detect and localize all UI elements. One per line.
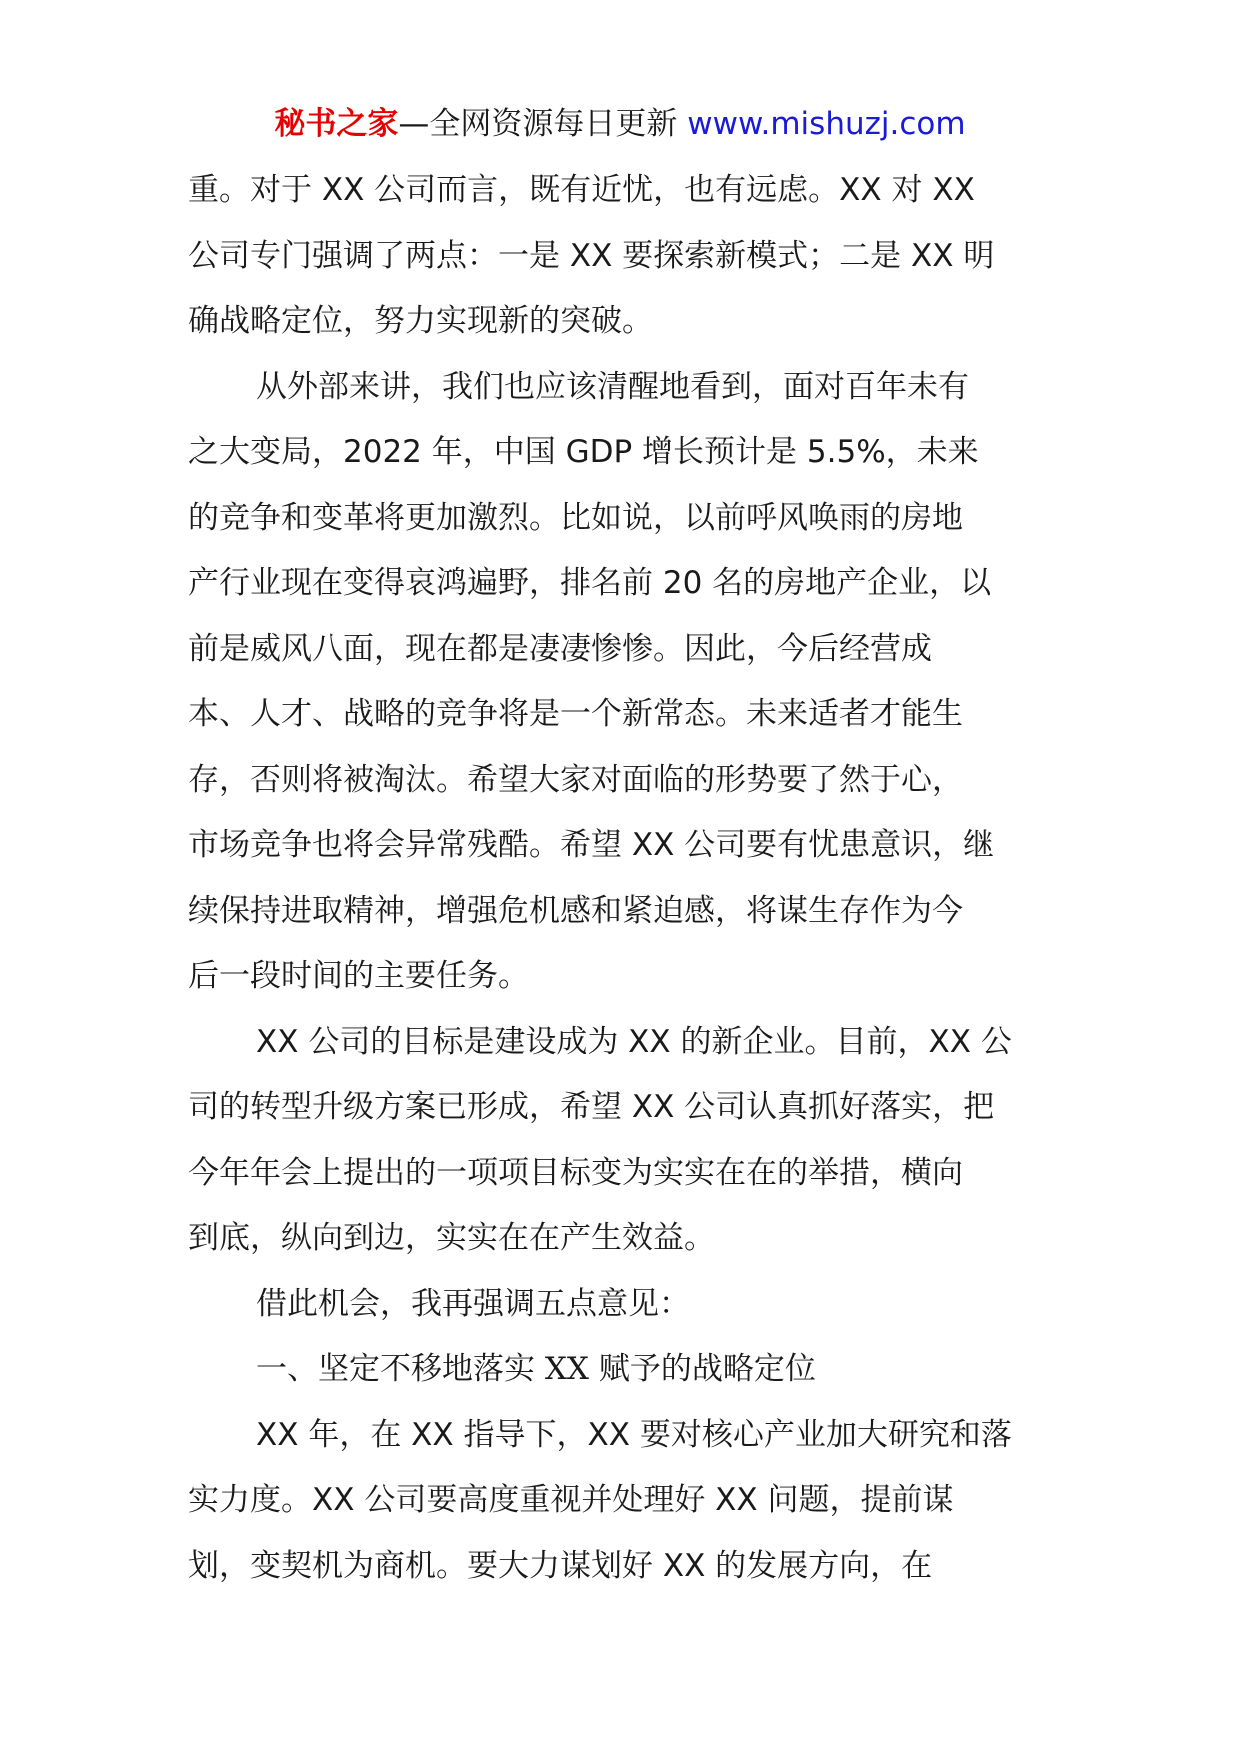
site-tagline: —全网资源每日更新 [398, 106, 678, 142]
text-line: 本、人才、战略的竞争将是一个新常态。未来适者才能生 [188, 696, 963, 732]
text-line: 划，变契机为商机。要大力谋划好 XX 的发展方向，在 [188, 1547, 933, 1584]
text-line: 之大变局，2022 年，中国 GDP 增长预计是 5.5%，未来 [188, 434, 979, 470]
document-body [188, 170, 1068, 1611]
text-line: 公司专门强调了两点：一是 XX 要探索新模式；二是 XX 明 [188, 237, 995, 274]
text-line: 确战略定位，努力实现新的突破。 [188, 303, 653, 339]
text-line: 的竞争和变革将更加激烈。比如说，以前呼风唤雨的房地 [188, 499, 963, 536]
text-line: 存，否则将被淘汰。希望大家对面临的形势要了然于心， [188, 761, 963, 798]
site-header [0, 104, 1240, 144]
text-line: 后一段时间的主要任务。 [188, 958, 529, 994]
text-line: 产行业现在变得哀鸿遍野，排名前 20 名的房地产企业，以 [188, 565, 992, 601]
text-line: 司的转型升级方案已形成，希望 XX 公司认真抓好落实，把 [188, 1089, 995, 1125]
text-line: 续保持进取精神，增强危机感和紧迫感，将谋生存作为今 [188, 892, 963, 929]
text-line: 到底，纵向到边，实实在在产生效益。 [188, 1220, 715, 1256]
paragraph-start: 借此机会，我再强调五点意见： [256, 1285, 690, 1322]
text-line: 今年年会上提出的一项项目标变为实实在在的举措，横向 [188, 1154, 963, 1191]
text-line: 前是威风八面，现在都是凄凄惨惨。因此，今后经营成 [188, 630, 932, 667]
paragraph-start: 从外部来讲，我们也应该清醒地看到，面对百年未有 [256, 368, 969, 405]
text-line: 市场竞争也将会异常残酷。希望 XX 公司要有忧患意识，继 [188, 827, 995, 863]
paragraph-start: XX 年，在 XX 指导下，XX 要对核心产业加大研究和落 [256, 1416, 1012, 1453]
section-heading: 一、坚定不移地落实 XX 赋予的战略定位 [256, 1351, 816, 1387]
paragraph-start: XX 公司的目标是建设成为 XX 的新企业。目前，XX 公 [256, 1023, 1012, 1060]
site-brand: 秘书之家 [274, 106, 399, 142]
text-line: 重。对于 XX 公司而言，既有近忧，也有远虑。XX 对 XX [188, 172, 975, 208]
text-line: 实力度。XX 公司要高度重视并处理好 XX 问题，提前谋 [188, 1482, 954, 1518]
site-url-link[interactable]: www.mishuzj.com [687, 106, 966, 142]
